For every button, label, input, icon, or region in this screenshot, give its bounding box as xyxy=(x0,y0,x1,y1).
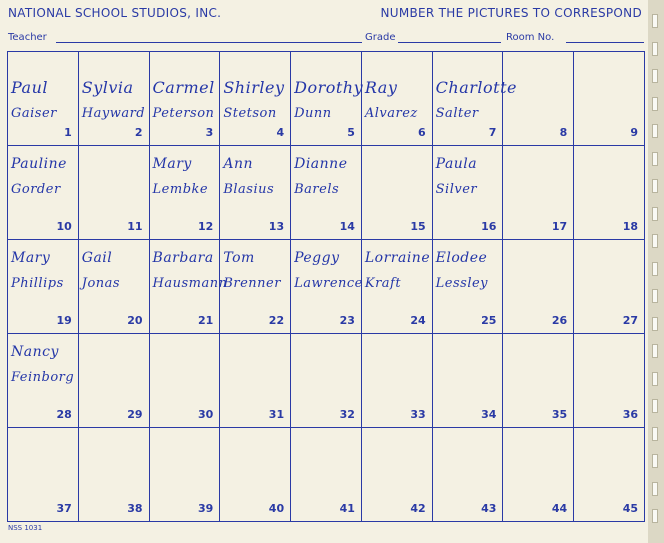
binding-ring xyxy=(652,262,658,276)
picture-number: 9 xyxy=(630,126,638,139)
picture-number: 7 xyxy=(488,126,497,139)
first-name: Peggy xyxy=(294,250,340,266)
grid-cell xyxy=(362,52,433,146)
binding-ring xyxy=(652,509,658,523)
grid-cell xyxy=(291,146,362,240)
picture-number: 3 xyxy=(205,126,214,139)
binding-ring xyxy=(652,482,658,496)
teacher-label: Teacher xyxy=(8,32,47,43)
last-name: Stetson xyxy=(223,106,277,121)
picture-number: 26 xyxy=(551,314,568,327)
picture-number: 42 xyxy=(410,502,426,515)
binding-ring xyxy=(652,344,658,358)
first-name: Elodee xyxy=(435,250,488,266)
binding-ring xyxy=(652,124,658,138)
first-name: Gail xyxy=(81,250,113,266)
binding-ring xyxy=(652,454,658,468)
picture-number: 16 xyxy=(481,220,497,233)
last-name: Gorder xyxy=(11,182,61,197)
picture-number: 40 xyxy=(268,502,285,515)
picture-number: 19 xyxy=(56,314,72,327)
picture-number: 14 xyxy=(339,220,355,233)
picture-number: 34 xyxy=(481,408,497,421)
grid-cell xyxy=(362,146,433,240)
picture-number: 10 xyxy=(56,220,72,233)
first-name: Ray xyxy=(364,78,398,97)
grid-cell xyxy=(503,334,574,428)
first-name: Carmel xyxy=(152,78,215,97)
last-name: Peterson xyxy=(152,106,215,121)
first-name: Tom xyxy=(223,250,255,266)
last-name: Silver xyxy=(435,182,478,197)
binding-ring xyxy=(652,317,658,331)
grid-cell xyxy=(8,334,79,428)
binding-ring xyxy=(652,427,658,441)
grid-cell xyxy=(220,52,291,146)
first-name: Ann xyxy=(223,156,253,172)
first-name: Nancy xyxy=(11,344,59,360)
picture-number: 31 xyxy=(268,408,285,421)
picture-number: 20 xyxy=(127,314,143,327)
last-name: Dunn xyxy=(294,106,332,121)
grid-cell xyxy=(291,52,362,146)
picture-number: 2 xyxy=(134,126,143,139)
last-name: Hausmann xyxy=(152,276,228,291)
picture-number: 5 xyxy=(347,126,355,139)
form-code: NSS 1031 xyxy=(8,524,43,532)
grid-cell xyxy=(574,334,645,428)
grid-cell xyxy=(291,428,362,522)
picture-number: 21 xyxy=(198,314,214,327)
grid-cell xyxy=(79,428,150,522)
last-name: Alvarez xyxy=(364,106,418,121)
grid-cell xyxy=(220,334,291,428)
picture-number: 4 xyxy=(276,126,285,139)
binding-ring xyxy=(652,69,658,83)
first-name: Pauline xyxy=(11,156,67,172)
last-name: Blasius xyxy=(223,182,275,197)
first-name: Sylvia xyxy=(81,78,134,97)
binding-ring xyxy=(652,399,658,413)
last-name: Jonas xyxy=(81,276,121,291)
last-name: Feinborg xyxy=(11,370,75,385)
picture-number: 8 xyxy=(559,126,568,139)
picture-number: 30 xyxy=(198,408,214,421)
grid-cell xyxy=(362,428,433,522)
first-name: Dorothy xyxy=(294,78,364,97)
picture-number: 18 xyxy=(622,220,638,233)
first-name: Mary xyxy=(152,156,192,172)
spiral-binding xyxy=(648,0,664,543)
grid-cell xyxy=(8,52,79,146)
photo-number-grid xyxy=(7,51,645,522)
grid-cell xyxy=(362,240,433,334)
grid-cell xyxy=(503,146,574,240)
last-name: Gaiser xyxy=(11,106,57,121)
grid-cell xyxy=(150,240,228,334)
grid-cell xyxy=(8,146,79,240)
first-name: Charlotte xyxy=(435,78,517,97)
grid-cell xyxy=(574,52,645,146)
grid-cell xyxy=(150,334,221,428)
grid-cell xyxy=(503,240,574,334)
grid-cell xyxy=(79,52,150,146)
grid-cell xyxy=(433,334,504,428)
last-name: Lawrence xyxy=(294,276,363,291)
binding-ring xyxy=(652,179,658,193)
teacher-line xyxy=(56,42,362,43)
grid-cell xyxy=(150,146,221,240)
first-name: Barbara xyxy=(152,250,214,266)
grid-cell xyxy=(79,146,150,240)
grid-cell xyxy=(433,428,504,522)
grid-cell xyxy=(220,146,291,240)
instruction-heading: NUMBER THE PICTURES TO CORRESPOND xyxy=(380,6,642,20)
last-name: Lembke xyxy=(152,182,209,197)
picture-number: 38 xyxy=(127,502,143,515)
last-name: Hayward xyxy=(81,106,146,121)
grid-cell xyxy=(291,334,362,428)
grid-cell xyxy=(8,428,79,522)
picture-number: 11 xyxy=(127,220,143,233)
grid-cell xyxy=(8,240,79,334)
picture-number: 43 xyxy=(481,502,497,515)
picture-number: 33 xyxy=(410,408,426,421)
first-name: Mary xyxy=(11,250,51,266)
first-name: Paula xyxy=(435,156,478,172)
picture-number: 41 xyxy=(339,502,355,515)
picture-number: 37 xyxy=(56,502,72,515)
picture-number: 45 xyxy=(622,502,638,515)
binding-ring xyxy=(652,289,658,303)
picture-number: 23 xyxy=(339,314,355,327)
grid-cell xyxy=(574,240,645,334)
grid-cell xyxy=(503,428,574,522)
studio-name: NATIONAL SCHOOL STUDIOS, INC. xyxy=(8,6,222,20)
grid-cell xyxy=(433,240,504,334)
grid-cell xyxy=(291,240,362,334)
binding-ring xyxy=(652,207,658,221)
picture-number: 1 xyxy=(64,126,72,139)
grade-label: Grade xyxy=(365,32,396,43)
binding-ring xyxy=(652,234,658,248)
grid-cell xyxy=(574,146,645,240)
binding-ring xyxy=(652,372,658,386)
grid-cell xyxy=(220,240,291,334)
picture-number: 24 xyxy=(410,314,426,327)
picture-number: 32 xyxy=(339,408,355,421)
last-name: Lessley xyxy=(435,276,489,291)
last-name: Brenner xyxy=(223,276,281,291)
picture-number: 36 xyxy=(622,408,638,421)
grid-cell xyxy=(574,428,645,522)
grid-cell xyxy=(433,52,517,146)
picture-number: 17 xyxy=(551,220,568,233)
grid-cell xyxy=(150,428,221,522)
last-name: Kraft xyxy=(364,276,402,291)
grid-cell xyxy=(362,334,433,428)
grid-cell xyxy=(220,428,291,522)
picture-number: 39 xyxy=(198,502,214,515)
picture-number: 27 xyxy=(622,314,638,327)
grade-line xyxy=(398,42,501,43)
room-line xyxy=(566,42,644,43)
picture-number: 28 xyxy=(56,408,72,421)
last-name: Phillips xyxy=(11,276,64,291)
binding-ring xyxy=(652,42,658,56)
picture-number: 29 xyxy=(127,408,143,421)
first-name: Lorraine xyxy=(364,250,431,266)
picture-number: 12 xyxy=(198,220,214,233)
picture-number: 13 xyxy=(268,220,285,233)
last-name: Barels xyxy=(294,182,340,197)
binding-ring xyxy=(652,14,658,28)
picture-number: 35 xyxy=(551,408,568,421)
picture-number: 22 xyxy=(268,314,285,327)
grid-cell xyxy=(79,334,150,428)
first-name: Dianne xyxy=(294,156,348,172)
grid-cell xyxy=(150,52,221,146)
first-name: Paul xyxy=(11,78,49,97)
last-name: Salter xyxy=(435,106,479,121)
binding-ring xyxy=(652,152,658,166)
first-name: Shirley xyxy=(223,78,285,97)
picture-number: 25 xyxy=(481,314,497,327)
grid-cell xyxy=(433,146,504,240)
grid-cell xyxy=(503,52,574,146)
binding-ring xyxy=(652,97,658,111)
room-label: Room No. xyxy=(506,32,555,43)
picture-number: 44 xyxy=(551,502,568,515)
picture-number: 6 xyxy=(418,126,426,139)
picture-number: 15 xyxy=(410,220,426,233)
grid-cell xyxy=(79,240,150,334)
